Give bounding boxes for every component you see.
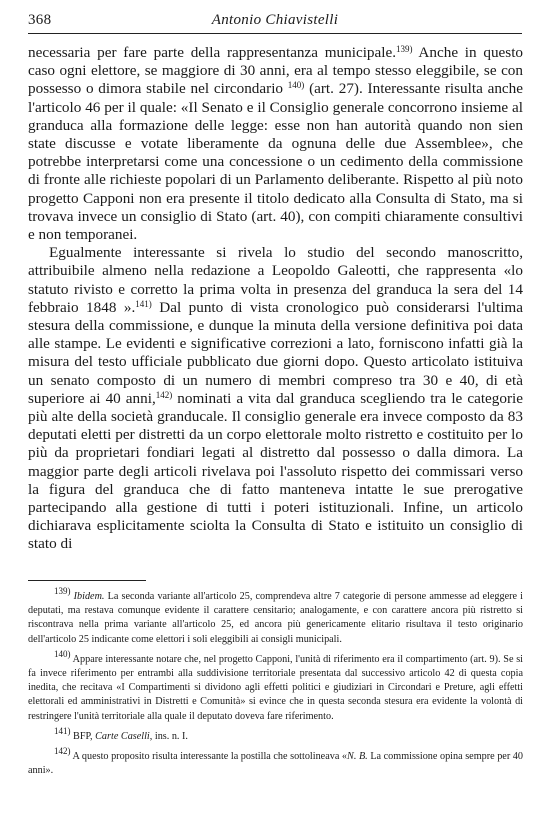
footnote-ref-139: 139) [396,44,413,54]
footnote-prefix: BFP, [70,730,96,742]
paragraph-text: Dal punto di vista cronologico può considerarsi l'ultima stesura della commissione, e dunque la minuta della versione definitiva poi data alle stampe. Le evidenti e significative correzioni a lato, forniscono infatti già la misura del testo ufficiale pubblicato due giorni dopo. Questo articolato istituiva un senato composto di un numero di membri compreso tra 30 e 40, di età superiore ai 40 anni, [28,298,523,407]
paragraph-2 [28,244,523,553]
footnote-number: 142) [54,746,71,757]
paragraph-text: Anche in questo caso ogni elettore, se maggiore di 30 anni, era al tempo stesso eleggibile, se con possesso o dimora stabile nel circondario [28,44,524,98]
paragraph-text: nominati a vita dal granduca scegliendo tra le categorie più alte della società granducale. Il consiglio generale era invece composto da 83 deputati eletti per distretti da un corpo elettorale molto ristretto e costituito per lo più da proprietari fondiari legati al distretto dal possesso o dalla dimora. La maggior parte degli articoli rivelava poi l'assoluto rispetto dei commissari verso la figura del granduca che di fatto manteneva intatte le sue prerogative partecipando alla gestione di tutti i poteri istituzionali. Infine, un articolo dichiarava esplicitamente sciolta la Consulta di Stato e istituito un consiglio di stato di [28,389,523,553]
paragraph-text: necessaria per fare parte della rappresentanza municipale. [28,44,397,61]
footnote-prefix: A questo proposito risulta interessante la postilla che sottolineava « [70,751,348,763]
footnote-ref-141: 141) [135,298,152,309]
footnote-number: 139) [54,586,71,596]
footnote-text: Appare interessante notare che, nel progetto Capponi, l'unità di riferimento era il compartimento (art. 9). Se si fa invece riferimento per entrambi alla suddivisione territoriale presentata dal successivo articolo 42 di questa copia inedita, che recitava «I Compartimenti si dividono agli effetti politici e giudiziari in Circondari e Preture, agli effetti elettorali ed amministrativi in Distretti e Comunità» si evince che in questa seconda stesura era evidente la volontà di restringere l'unità territoriale alla quale il deputato doveva fare riferimento. [28,653,523,722]
footnote-number: 141) [54,725,71,736]
paragraph-text: Egualmente interessante si rivela lo studio del secondo manoscritto, attribuibile almeno nella redazione a Leopoldo Galeotti, che rappresenta «lo statuto rivisto e corretto la prima volta in presenza del granduca la sera del 14 febbraio 1848 ». [28,244,523,316]
paragraph-text: (art. 27). Interessante risulta anche l'articolo 46 per il quale: «Il Senato e il Consiglio generale concorrono insieme al granduca alla formazione delle legge: esse non han autorità quando non sien state discusse e votate liberamente da ognuna delle due Assemblee», che potrebbe interpretarsi come una concessione o un cedimento della commissione di fronte alle richieste popolari di un Parlamento deliberante. Rispetto al più noto progetto Capponi non era presente il titolo dedicato alla Consulta di Stato, ma si trovava invece un consiglio di Stato (art. 40), con compiti chiaramente consultivi e non temporanei. [28,80,523,244]
footnote-text: , ins. n. I. [149,730,188,742]
running-head: Antonio Chiavistelli [211,12,339,28]
page-header [28,10,522,34]
footnote-ref-140: 140) [287,80,305,91]
main-text [28,44,523,554]
paragraph-1 [28,44,523,244]
footnote-italic: N. B. [347,751,368,763]
page-number: 368 [28,12,52,28]
footnote-separator [28,580,146,581]
footnote-text: La commissione opina sempre per 40 anni». [28,751,523,777]
footnote-141 [28,725,523,744]
footnotes [28,586,524,784]
footnote-139 [28,586,524,647]
header-rule [28,33,522,34]
footnote-142 [28,746,523,778]
footnote-ref-142: 142) [155,389,173,400]
footnote-140 [28,648,523,724]
footnote-italic: Carte Caselli [95,730,150,742]
footnote-number: 140) [54,648,71,659]
footnote-text: La seconda variante all'articolo 25, comprendeva altre 7 categorie di persone ammesse ad eleggere i deputati, ma restava comunque evidente il carattere censitario; analogamente, e con carattere ancora più ristretto si riscontrava nella prima variante all'articolo 25, ed ancora più genericamente elitario risultava il testo originario dell'articolo 25 indicante come elettori i soli eleggibili ai consigli municipali. [28,591,524,645]
footnote-italic: Ibidem. [73,591,105,602]
